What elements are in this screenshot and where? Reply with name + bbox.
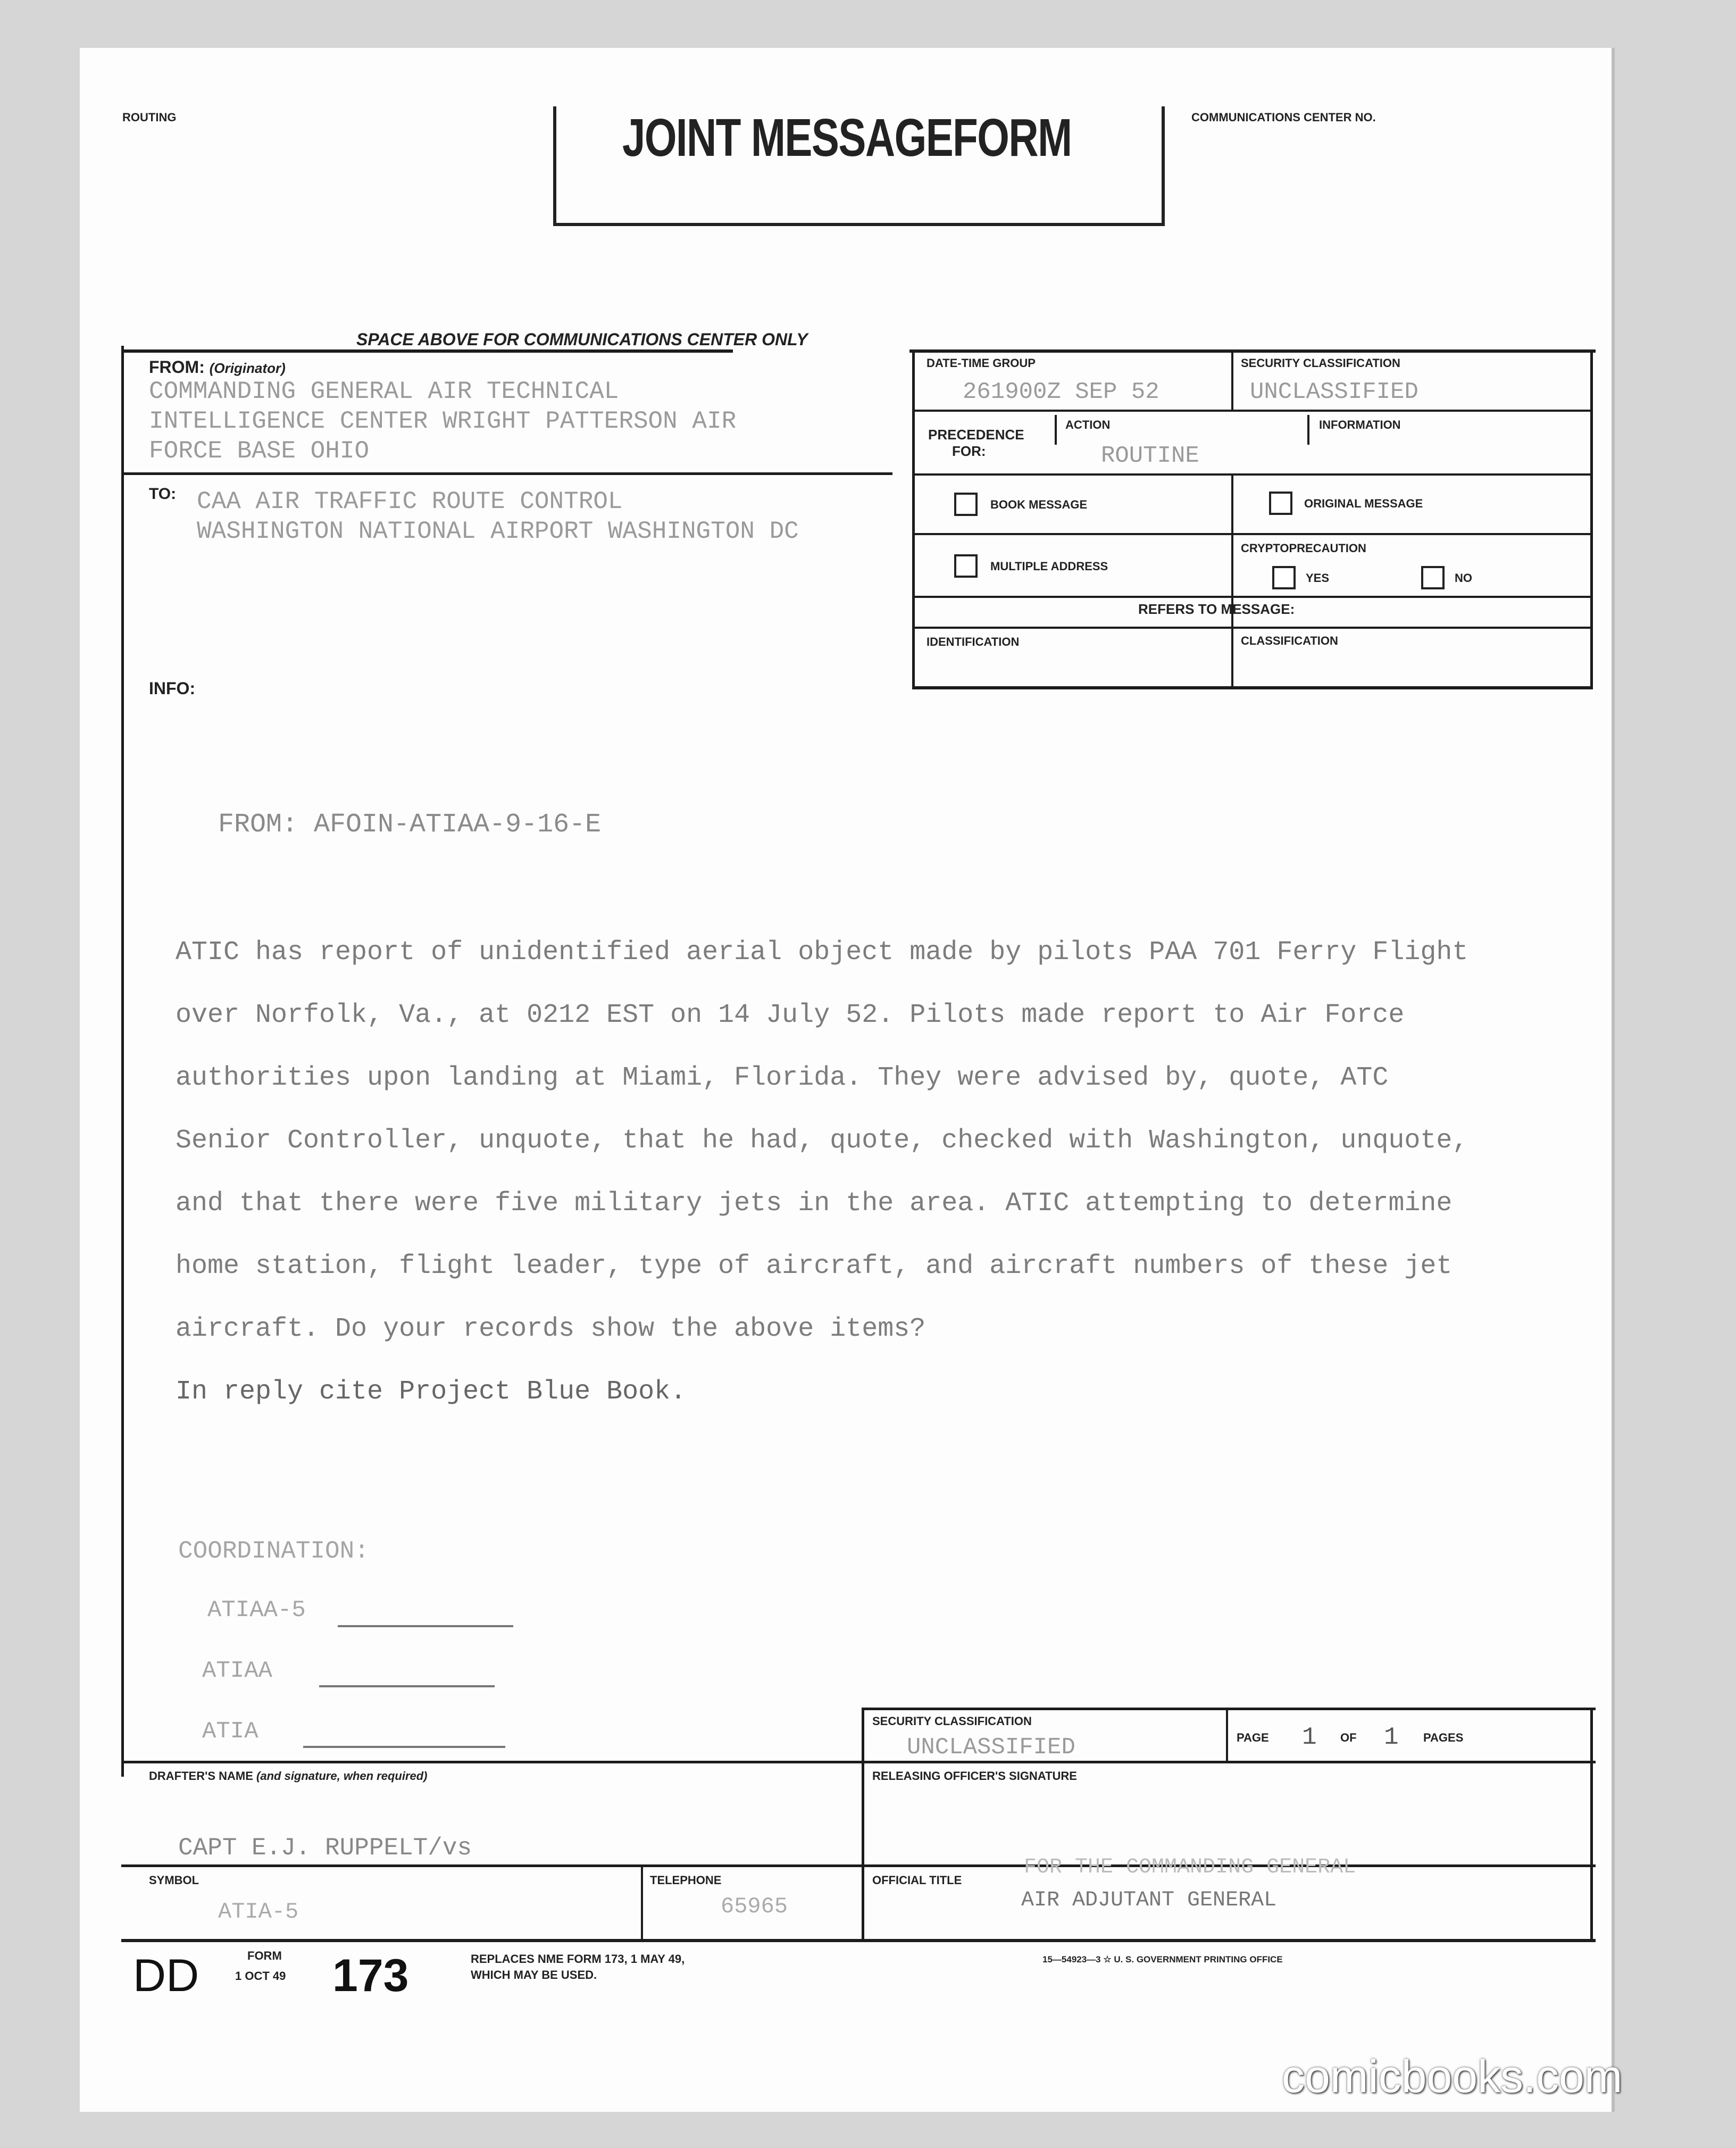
multiple-address-label: MULTIPLE ADDRESS: [990, 560, 1108, 573]
form-date: 1 OCT 49: [235, 1969, 286, 1983]
pages-label: PAGES: [1423, 1731, 1464, 1744]
printing-office: 15—54923—3 ☆ U. S. GOVERNMENT PRINTING OFFICE: [1042, 1954, 1283, 1964]
message-form-page: [80, 48, 1612, 2112]
dtg-value: 261900Z SEP 52: [963, 379, 1159, 405]
body-line: Senior Controller, unquote, that he had, quote, checked with Washington, unquote,: [176, 1126, 1468, 1156]
identification-label: IDENTIFICATION: [927, 635, 1020, 648]
action-label: ACTION: [1065, 418, 1111, 431]
official-title-label: OFFICIAL TITLE: [872, 1874, 962, 1887]
comm-center-label: COMMUNICATIONS CENTER NO.: [1191, 111, 1376, 124]
page-number: 1: [1302, 1724, 1317, 1751]
body-line: ATIC has report of unidentified aerial object made by pilots PAA 701 Ferry Flight: [176, 937, 1468, 968]
crypto-no-label: NO: [1455, 571, 1472, 585]
drafter-value: CAPT E.J. RUPPELT/vs: [178, 1834, 472, 1862]
form-label: FORM: [247, 1949, 282, 1962]
body-line: authorities upon landing at Miami, Florida. They were advised by, quote, ATC: [176, 1063, 1389, 1093]
footer-security-label: SECURITY CLASSIFICATION: [872, 1714, 1032, 1728]
body-from-line: FROM: AFOIN-ATIAA-9-16-E: [218, 810, 602, 840]
information-label: INFORMATION: [1319, 418, 1401, 431]
to-label: TO:: [149, 485, 177, 503]
info-label: INFO:: [149, 679, 196, 698]
coordination-item: ATIAA: [202, 1658, 273, 1684]
dtg-label: DATE-TIME GROUP: [927, 356, 1036, 370]
crypto-yes-label: YES: [1306, 571, 1330, 585]
official-title-line: FOR THE COMMANDING GENERAL: [1024, 1855, 1356, 1879]
official-title-line: AIR ADJUTANT GENERAL: [1021, 1888, 1277, 1912]
telephone-value: 65965: [721, 1894, 788, 1919]
coordination-item: ATIA: [202, 1718, 258, 1745]
multiple-address-checkbox[interactable]: [954, 554, 978, 578]
crypto-yes-checkbox[interactable]: [1272, 566, 1296, 589]
classification-label: CLASSIFICATION: [1241, 634, 1338, 647]
action-value: ROUTINE: [1101, 443, 1199, 469]
precedence-label: PRECEDENCE: [928, 427, 1024, 443]
dd-label: DD: [133, 1950, 199, 2001]
replaces-line: REPLACES NME FORM 173, 1 MAY 49,: [471, 1952, 685, 1966]
coordination-label: COORDINATION:: [178, 1537, 369, 1565]
from-value: COMMANDING GENERAL AIR TECHNICAL INTELLIGENCE CENTER WRIGHT PATTERSON AIR FORCE BASE OHIO: [149, 378, 737, 465]
space-above-label: SPACE ABOVE FOR COMMUNICATIONS CENTER ONLY: [356, 330, 808, 349]
body-line: aircraft. Do your records show the above items?: [176, 1314, 926, 1344]
original-message-label: ORIGINAL MESSAGE: [1304, 497, 1423, 510]
form-number: 173: [332, 1950, 409, 2001]
footer-security-value: UNCLASSIFIED: [907, 1734, 1075, 1761]
to-value: CAA AIR TRAFFIC ROUTE CONTROL WASHINGTON NATIONAL AIRPORT WASHINGTON DC: [197, 488, 799, 545]
body-line: over Norfolk, Va., at 0212 EST on 14 July 52. Pilots made report to Air Force: [176, 1000, 1405, 1030]
page-label: PAGE: [1237, 1731, 1269, 1744]
book-message-label: BOOK MESSAGE: [990, 498, 1088, 511]
page-edge: [1612, 48, 1615, 2112]
crypto-no-checkbox[interactable]: [1421, 566, 1445, 589]
watermark: comicbooks.com: [1282, 2051, 1623, 2102]
body-line: In reply cite Project Blue Book.: [176, 1377, 687, 1407]
cryptoprecaution-label: CRYPTOPRECAUTION: [1241, 542, 1366, 555]
drafter-label: DRAFTER'S NAME (and signature, when required): [149, 1769, 428, 1783]
body-line: and that there were five military jets in the area. ATIC attempting to determine: [176, 1188, 1453, 1219]
book-message-checkbox[interactable]: [954, 493, 978, 516]
releasing-label: RELEASING OFFICER'S SIGNATURE: [872, 1769, 1077, 1783]
original-message-checkbox[interactable]: [1269, 492, 1292, 515]
of-label: OF: [1340, 1731, 1357, 1744]
symbol-value: ATIA-5: [218, 1899, 299, 1925]
form-title: JOINT MESSAGEFORM: [622, 108, 1072, 168]
symbol-label: SYMBOL: [149, 1874, 199, 1887]
from-label: FROM: (Originator): [149, 357, 286, 377]
routing-label: ROUTING: [122, 111, 177, 124]
body-line: home station, flight leader, type of aircraft, and aircraft numbers of these jet: [176, 1251, 1453, 1281]
security-label: SECURITY CLASSIFICATION: [1241, 356, 1400, 370]
coordination-item: ATIAA-5: [207, 1597, 306, 1624]
security-value: UNCLASSIFIED: [1250, 379, 1418, 405]
refers-label: REFERS TO MESSAGE:: [1138, 601, 1295, 617]
precedence-for-label: FOR:: [952, 443, 986, 459]
replaces-line: WHICH MAY BE USED.: [471, 1968, 597, 1982]
pages-total: 1: [1384, 1724, 1399, 1751]
telephone-label: TELEPHONE: [650, 1874, 722, 1887]
